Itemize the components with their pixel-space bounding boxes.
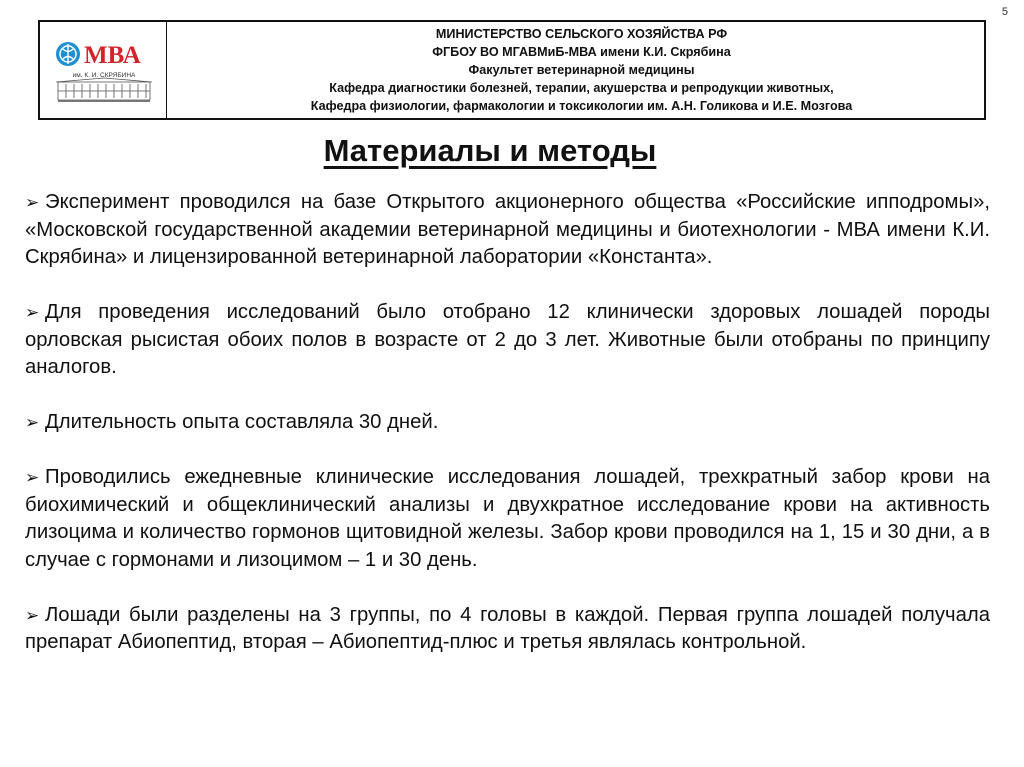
logo-cell <box>40 22 167 118</box>
header-line-faculty: Факультет ветеринарной медицины <box>468 63 695 77</box>
arrow-bullet-icon: ➢ <box>25 303 40 322</box>
paragraph-text: Для проведения исследований было отобрано 12 клинически здоровых лошадей породы орловская рысистая обоих полов в возрасте от 2 до 3 лет. Животные были отобраны по принципу аналогов. <box>25 301 990 378</box>
building-icon <box>56 78 152 100</box>
logo-caption-text: им. К. И. СКРЯБИНА <box>72 72 136 79</box>
arrow-bullet-icon: ➢ <box>25 468 40 487</box>
header-text-block <box>167 22 984 118</box>
paragraph-text: Эксперимент проводился на базе Открытого акционерного общества «Российские ипподромы», «Московской государственной академии ветеринарной медицины и биотехнологии - МВА имени К.И. Скрябина» и лицензированной ветеринарной лаборатории «Константа». <box>25 191 990 268</box>
header-line-department-2: Кафедра физиологии, фармакологии и токсикологии им. А.Н. Голикова и И.Е. Мозгова <box>310 99 853 113</box>
slide-number: 5 <box>1001 6 1008 18</box>
page-title: Материалы и методы <box>323 133 657 168</box>
university-logo <box>54 36 154 106</box>
arrow-bullet-icon: ➢ <box>25 193 40 212</box>
header-line-ministry: МИНИСТЕРСТВО СЕЛЬСКОГО ХОЗЯЙСТВА РФ <box>435 27 728 41</box>
paragraph-text: Лошади были разделены на 3 группы, по 4 головы в каждой. Первая группа лошадей получала препарат Абиопептид, вторая – Абиопептид-плюс и третья являлась контрольной. <box>25 603 990 653</box>
content-body <box>25 189 990 657</box>
paragraph-text: Длительность опыта составляла 30 дней. <box>45 411 439 433</box>
header-box <box>38 20 986 120</box>
paragraph-clinical-studies <box>25 464 990 574</box>
paragraph-duration <box>25 409 990 437</box>
paragraph-experiment-base <box>25 189 990 272</box>
paragraph-animal-selection <box>25 299 990 382</box>
paragraph-text: Проводились ежедневные клинические исследования лошадей, трехкратный забор крови на биохимический и общеклинический анализы и двухкратное исследование крови на активность лизоцима и количество гормонов щитовидной железы. Забор крови проводился на 1, 15 и 30 дни, а в случае с гормонами и лизоцимом – 1 и 30 день. <box>25 466 990 571</box>
arrow-bullet-icon: ➢ <box>25 413 40 432</box>
header-line-university: ФГБОУ ВО МГАВМиБ-МВА имени К.И. Скрябина <box>432 45 731 59</box>
logo-brand-text: МВА <box>84 42 141 69</box>
paragraph-groups <box>25 602 990 657</box>
arrow-bullet-icon: ➢ <box>25 605 40 625</box>
header-line-department-1: Кафедра диагностики болезней, терапии, акушерства и репродукции животных, <box>329 81 834 95</box>
